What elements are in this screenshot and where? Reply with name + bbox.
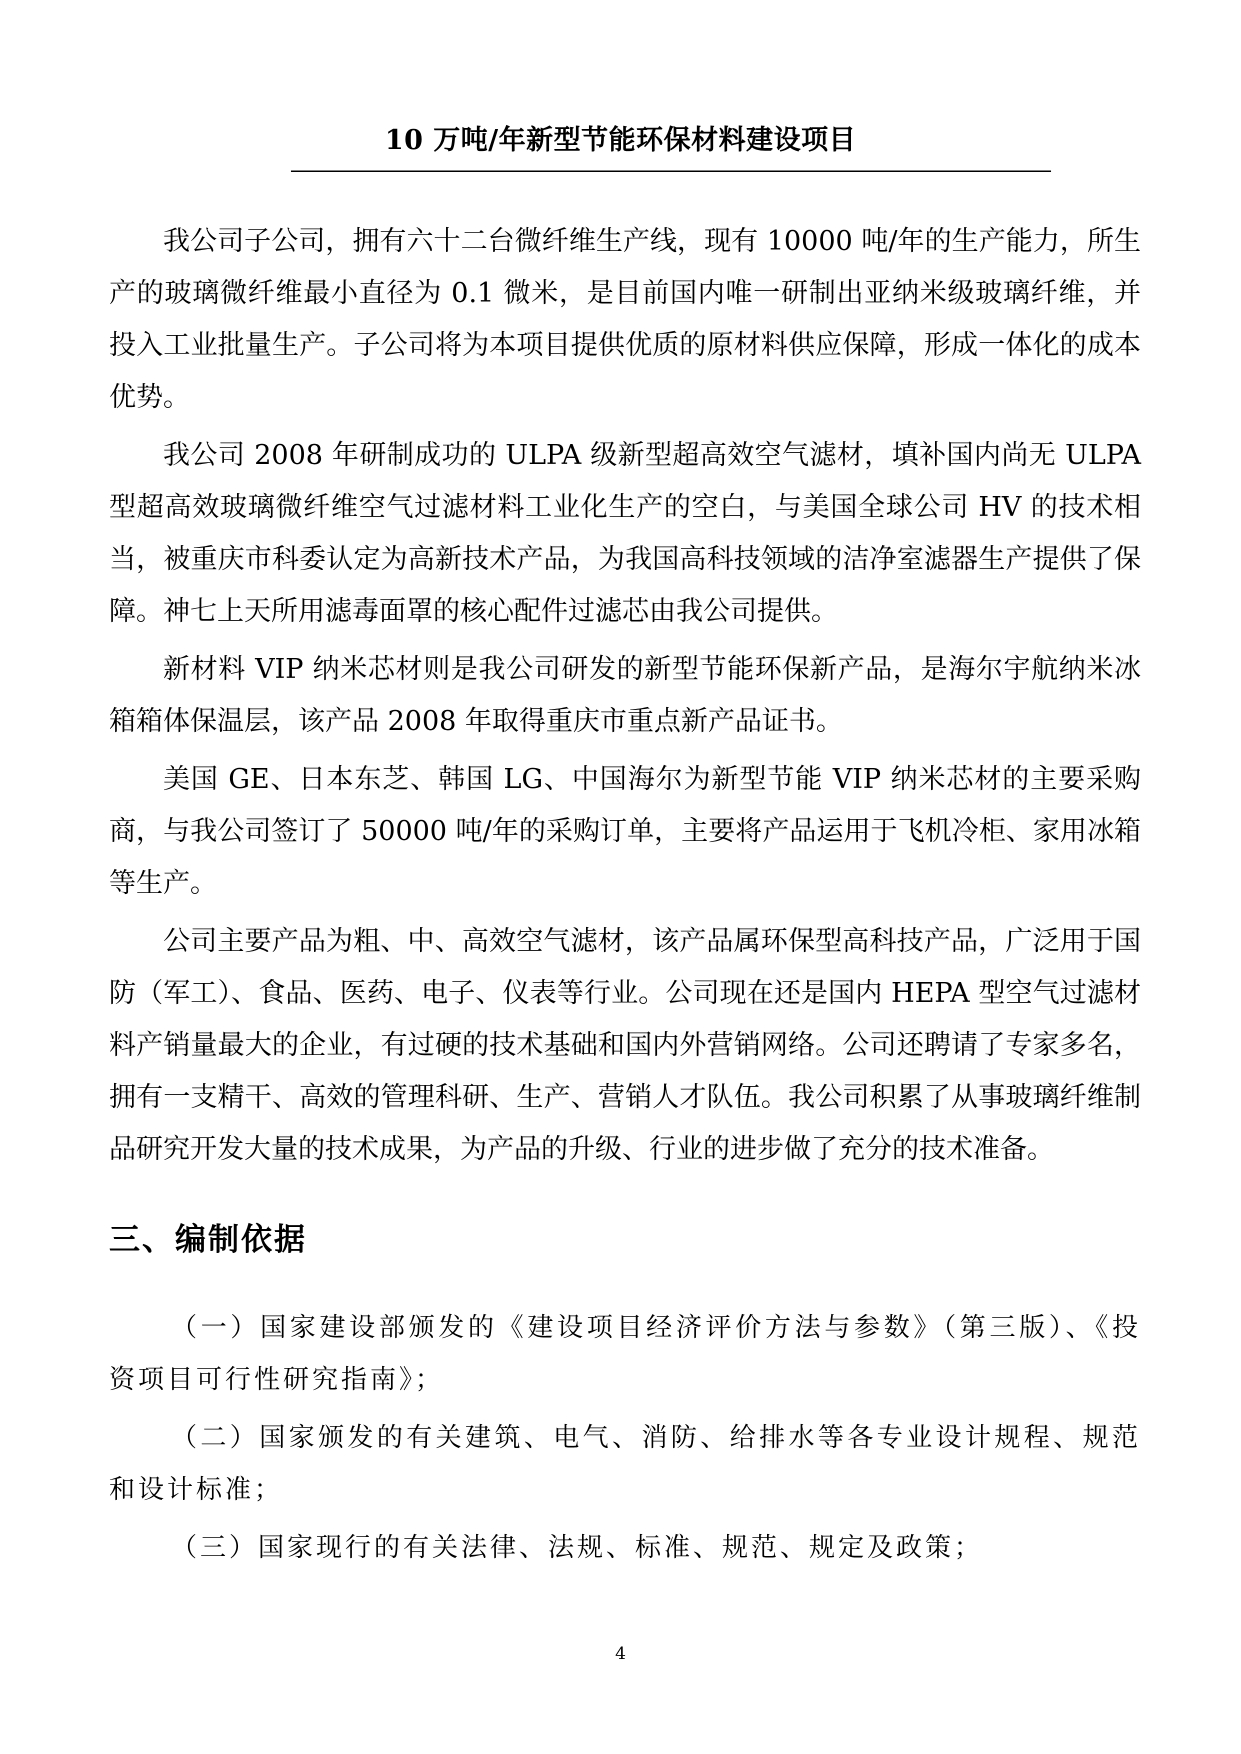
paragraph: 新材料 VIP 纳米芯材则是我公司研发的新型节能环保新产品，是海尔宇航纳米冰箱箱体保温层，该产品 2008 年取得重庆市重点新产品证书。: [109, 654, 1141, 737]
basis-item: （一）国家建设部颁发的《建设项目经济评价方法与参数》（第三版）、《投资项目可行性研究指南》；: [109, 1313, 1141, 1395]
basis-list: [109, 1302, 1141, 1580]
header-title: 10 万吨/年新型节能环保材料建设项目: [384, 125, 857, 156]
basis-item: （二）国家颁发的有关建筑、电气、消防、给排水等各专业设计规程、规范和设计标准；: [109, 1423, 1141, 1505]
body-text: [109, 216, 1141, 1182]
paragraph: 美国 GE、日本东芝、韩国 LG、中国海尔为新型节能 VIP 纳米芯材的主要采购商，与我公司签订了 50000 吨/年的采购订单，主要将产品运用于飞机冷柜、家用冰箱等生产。: [109, 764, 1141, 899]
paragraph: 我公司子公司，拥有六十二台微纤维生产线，现有 10000 吨/年的生产能力，所生产的玻璃微纤维最小直径为 0.1 微米，是目前国内唯一研制出亚纳米级玻璃纤维，并投入工业批量生产。子公司将为本项目提供优质的原材料供应保障，形成一体化的成本优势。: [109, 226, 1141, 413]
basis-item: （三）国家现行的有关法律、法规、标准、规范、规定及政策；: [171, 1533, 984, 1563]
section-heading: 三、编制依据: [109, 1222, 307, 1258]
paragraph: 我公司 2008 年研制成功的 ULPA 级新型超高效空气滤材，填补国内尚无 ULPA 型超高效玻璃微纤维空气过滤材料工业化生产的空白，与美国全球公司 HV 的技术相当，被重庆市科委认定为高新技术产品，为我国高科技领域的洁净室滤器生产提供了保障。神七上天所用滤毒面罩的核心配件过滤芯由我公司提供。: [109, 440, 1141, 627]
header-rule: ——————————————————————————————————————: [290, 158, 1050, 183]
page-number: 4: [615, 1644, 626, 1664]
paragraph: 公司主要产品为粗、中、高效空气滤材，该产品属环保型高科技产品，广泛用于国防（军工）、食品、医药、电子、仪表等行业。公司现在还是国内 HEPA 型空气过滤材料产销量最大的企业，有过硬的技术基础和国内外营销网络。公司还聘请了专家多名，拥有一支精干、高效的管理科研、生产、营销人才队伍。我公司积累了从事玻璃纤维制品研究开发大量的技术成果，为产品的升级、行业的进步做了充分的技术准备。: [109, 926, 1141, 1165]
